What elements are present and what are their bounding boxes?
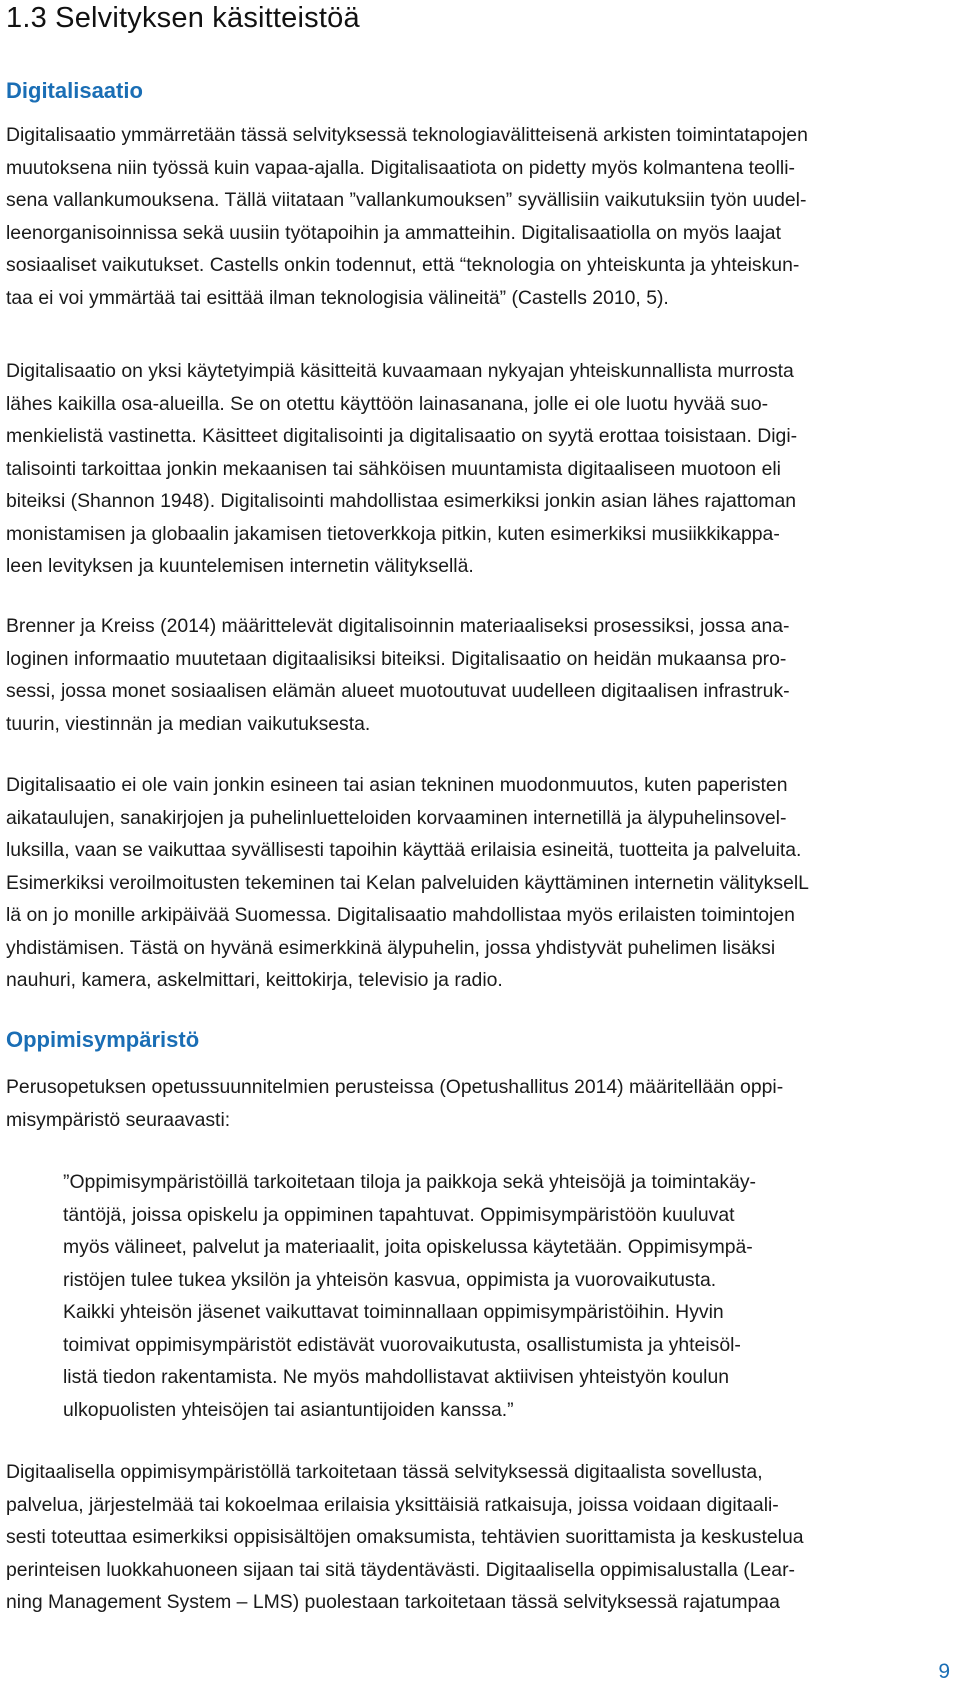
text-line: aikataulujen, sanakirjojen ja puhelinluetteloiden korvaaminen internetillä ja älypuhelinsovel-	[6, 806, 787, 829]
paragraph-1	[6, 119, 954, 314]
text-line: monistamisen ja globaalin jakamisen tietoverkkoja pitkin, kuten esimerkiksi musiikkikappa-	[6, 522, 780, 545]
text-line: tuurin, viestinnän ja median vaikutuksesta.	[6, 712, 371, 735]
quote-line: listä tiedon rakentamista. Ne myös mahdollistavat aktiivisen yhteistyön koulun	[63, 1366, 730, 1388]
paragraph-3	[6, 610, 954, 740]
text-line: yhdistämisen. Tästä on hyvänä esimerkkinä älypuhelin, jossa yhdistyvät puhelimen lisäksi	[6, 936, 776, 959]
quote-line: ulkopuolisten yhteisöjen tai asiantuntijoiden kanssa.”	[63, 1398, 514, 1421]
text-line: sosiaaliset vaikutukset. Castells onkin todennut, että “teknologia on yhteiskunta ja yhteiskun-	[6, 254, 800, 276]
paragraph-4	[6, 769, 954, 997]
page-number: 9	[938, 1660, 950, 1683]
paragraph-7	[6, 1456, 954, 1619]
text-line: biteiksi (Shannon 1948). Digitalisointi mahdollistaa esimerkiksi jonkin asian lähes rajattoman	[6, 490, 797, 512]
text-line: nauhuri, kamera, askelmittari, keittokirja, televisio ja radio.	[6, 969, 503, 991]
text-line: talisointi tarkoittaa jonkin mekaanisen tai sähköisen muuntamista digitaaliseen muotoon eli	[6, 457, 781, 480]
text-line: taa ei voi ymmärtää tai esittää ilman teknologisia välineitä” (Castells 2010, 5).	[6, 286, 669, 309]
quote-line: myös välineet, palvelut ja materiaalit, joita opiskelussa käytetään. Oppimisympä-	[63, 1236, 753, 1258]
text-line: menkielistä vastinetta. Käsitteet digitalisointi ja digitalisaatio on syytä erottaa toisistaan. Digi-	[6, 425, 798, 447]
text-line: leen levityksen ja kuuntelemisen internetin välityksellä.	[6, 555, 474, 577]
text-line: sesti toteuttaa esimerkiksi oppisisältöjen omaksumista, tehtävien suorittamista ja keskustelua	[6, 1526, 804, 1548]
heading-digitalisaatio: Digitalisaatio	[6, 78, 143, 103]
text-line: palvelua, järjestelmää tai kokoelmaa erilaisia yksittäisiä ratkaisuja, joissa voidaan digitaali-	[6, 1493, 779, 1516]
quote-line: toimivat oppimisympäristöt edistävät vuorovaikutusta, osallistumista ja yhteisöl-	[63, 1333, 741, 1356]
block-quote	[63, 1166, 903, 1426]
heading-oppimisymparisto: Oppimisympäristö	[6, 1027, 200, 1052]
text-line: sessi, jossa monet sosiaalisen elämän alueet muotoutuvat uudelleen digitaalisen infrastruk-	[6, 680, 790, 702]
text-line: loginen informaatio muutetaan digitaalisiksi biteiksi. Digitalisaatio on heidän mukaansa pro-	[6, 647, 787, 670]
text-line: misympäristö seuraavasti:	[6, 1108, 231, 1131]
quote-line: ”Oppimisympäristöillä tarkoitetaan tiloja ja paikkoja sekä yhteisöjä ja toimintakäy-	[63, 1171, 756, 1193]
text-line: sena vallankumouksena. Tällä viitataan ”vallankumouksen” syvällisiin vaikutuksiin työn uudel-	[6, 189, 807, 211]
text-line: luksilla, vaan se vaikuttaa syvällisesti tapoihin käyttää erilaisia esineitä, tuotteita ja palveluita.	[6, 839, 802, 861]
section-title: 1.3 Selvityksen käsitteistöä	[6, 2, 360, 34]
quote-line: Kaikki yhteisön jäsenet vaikuttavat toiminnallaan oppimisympäristöihin. Hyvin	[63, 1301, 724, 1323]
quote-line: täntöjä, joissa opiskelu ja oppiminen tapahtuvat. Oppimisympäristöön kuuluvat	[63, 1203, 735, 1226]
paragraph-5	[6, 1071, 954, 1136]
text-line: lähes kaikilla osa-alueilla. Se on otettu käyttöön lainasanana, jolle ei ole luotu hyvää suo-	[6, 392, 769, 415]
text-line: Digitalisaatio on yksi käytetyimpiä käsitteitä kuvaamaan nykyajan yhteiskunnallista murrosta	[6, 360, 794, 382]
text-line: Brenner ja Kreiss (2014) määrittelevät digitalisoinnin materiaaliseksi prosessiksi, jossa ana-	[6, 615, 790, 637]
text-line: ning Management System – LMS) puolestaan tarkoitetaan tässä selvityksessä rajatumpaa	[6, 1591, 780, 1613]
text-line: Esimerkiksi veroilmoitusten tekeminen tai Kelan palveluiden käyttäminen internetin välitykselL	[6, 871, 809, 894]
text-line: Perusopetuksen opetussuunnitelmien perusteissa (Opetushallitus 2014) määritellään oppi-	[6, 1076, 784, 1098]
text-line: Digitaalisella oppimisympäristöllä tarkoitetaan tässä selvityksessä digitaalista sovellusta,	[6, 1461, 763, 1483]
text-line: Digitalisaatio ei ole vain jonkin esineen tai asian tekninen muodonmuutos, kuten paperisten	[6, 774, 788, 796]
text-line: muutoksena niin työssä kuin vapaa-ajalla. Digitalisaatiota on pidetty myös kolmantena teolli-	[6, 156, 795, 179]
text-line: lä on jo monille arkipäivää Suomessa. Digitalisaatio mahdollistaa myös erilaisten toimintojen	[6, 904, 795, 926]
text-line: Digitalisaatio ymmärretään tässä selvityksessä teknologiavälitteisenä arkisten toimintatapojen	[6, 124, 808, 146]
text-line: leenorganisoinnissa sekä uusiin työtapoihin ja ammatteihin. Digitalisaatiolla on myös laajat	[6, 221, 781, 244]
quote-line: ristöjen tulee tukea yksilön ja yhteisön kasvua, oppimista ja vuorovaikutusta.	[63, 1268, 717, 1291]
text-line: perinteisen luokkahuoneen sijaan tai sitä täydentävästi. Digitaalisella oppimisalustalla (Lear-	[6, 1558, 796, 1581]
paragraph-2	[6, 355, 954, 583]
